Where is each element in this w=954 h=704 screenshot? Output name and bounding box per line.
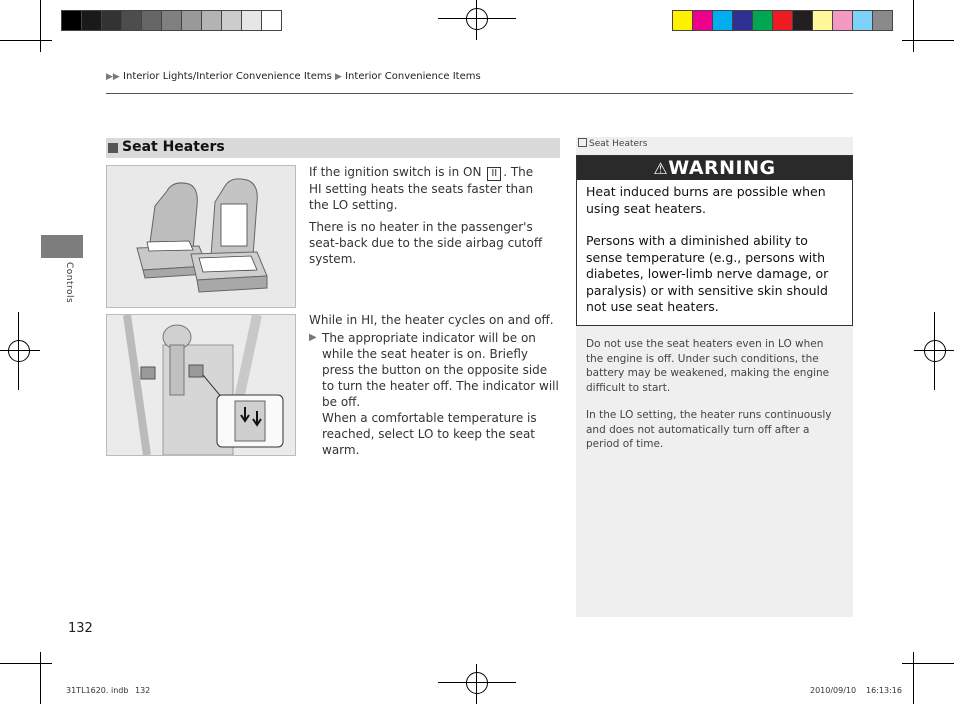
console-illustration <box>106 314 296 456</box>
color-swatch <box>873 11 892 30</box>
color-swatch <box>853 11 873 30</box>
paragraph-text: If the ignition switch is in ON <box>309 165 482 179</box>
footer-page: 132 <box>135 686 151 695</box>
footer-file: 31TL1620. indb <box>66 686 129 695</box>
bullet-text: The appropriate indicator will be on while the seat heater is on. Briefly press the button on the opposite side to turn the heater off. The indicator will be off. <box>322 331 559 409</box>
breadcrumb-arrow-icon: ▶ <box>112 72 120 82</box>
footer-date: 2010/09/10 <box>810 686 857 695</box>
reference-icon <box>578 138 587 147</box>
page-number: 132 <box>68 621 93 636</box>
warning-text: Heat induced burns are possible when using seat heaters. <box>586 184 826 216</box>
warning-box <box>576 155 853 326</box>
color-swatch <box>813 11 833 30</box>
reference-title: Seat Heaters <box>589 139 648 149</box>
color-swatch <box>202 11 222 30</box>
color-swatch <box>793 11 813 30</box>
color-swatch <box>122 11 142 30</box>
color-swatch <box>222 11 242 30</box>
breadcrumb-item[interactable]: Interior Lights/Interior Convenience Items <box>123 71 332 82</box>
color-swatch <box>162 11 182 30</box>
console-drawing <box>107 315 295 455</box>
header-rule <box>106 93 853 94</box>
grayscale-color-bar <box>61 10 282 31</box>
seat-illustration <box>106 165 296 308</box>
side-tab <box>41 235 83 258</box>
passenger-paragraph: There is no heater in the passenger's seat-back due to the side airbag cutoff system. <box>309 220 543 266</box>
side-tab-label: Controls <box>64 262 74 304</box>
ignition-symbol: II <box>487 167 501 181</box>
color-swatch <box>182 11 202 30</box>
color-swatch <box>142 11 162 30</box>
color-swatch <box>262 11 281 30</box>
color-swatch <box>673 11 693 30</box>
note-paragraph: Do not use the seat heaters even in LO when the engine is off. Under such conditions, the battery may be weakened, making the engine difficult to start. <box>586 338 830 394</box>
section-heading <box>106 138 560 158</box>
bullet-text: When a comfortable temperature is reached, select LO to keep the seat warm. <box>322 411 537 457</box>
seats-drawing <box>107 166 295 307</box>
color-swatch <box>102 11 122 30</box>
paragraph-text: . The HI setting heats the seats faster than the LO setting. <box>309 165 534 212</box>
breadcrumb <box>106 71 481 82</box>
warning-triangle-icon: ⚠ <box>653 159 669 178</box>
color-swatch <box>833 11 853 30</box>
reference-arrow-icon: ▶ <box>309 332 317 343</box>
color-swatch <box>62 11 82 30</box>
color-swatch <box>693 11 713 30</box>
color-swatch <box>242 11 262 30</box>
warning-header <box>577 156 852 180</box>
section-title: Seat Heaters <box>122 139 225 155</box>
section-marker-icon <box>108 143 118 153</box>
color-swatch <box>733 11 753 30</box>
cycle-paragraph: While in HI, the heater cycles on and off. <box>309 313 554 327</box>
process-color-bar <box>672 10 893 31</box>
color-swatch <box>82 11 102 30</box>
footer-time: 16:13:16 <box>866 686 902 695</box>
breadcrumb-arrow-icon: ▶ <box>335 72 342 82</box>
note-paragraph: In the LO setting, the heater runs continuously and does not automatically turn off after a period of time. <box>586 409 832 450</box>
color-swatch <box>713 11 733 30</box>
breadcrumb-item[interactable]: Interior Convenience Items <box>345 71 481 82</box>
warning-text: Persons with a diminished ability to sense temperature (e.g., persons with diabetes, lower-limb nerve damage, or paralysis) or with sensitive skin should not use seat heaters. <box>586 233 829 314</box>
indicator-paragraph <box>309 330 559 458</box>
ignition-paragraph <box>309 164 549 213</box>
color-swatch <box>753 11 773 30</box>
warning-label: WARNING <box>668 157 776 179</box>
reference-heading <box>578 138 647 149</box>
breadcrumb-arrow-icon: ▶ <box>106 72 113 82</box>
color-swatch <box>773 11 793 30</box>
